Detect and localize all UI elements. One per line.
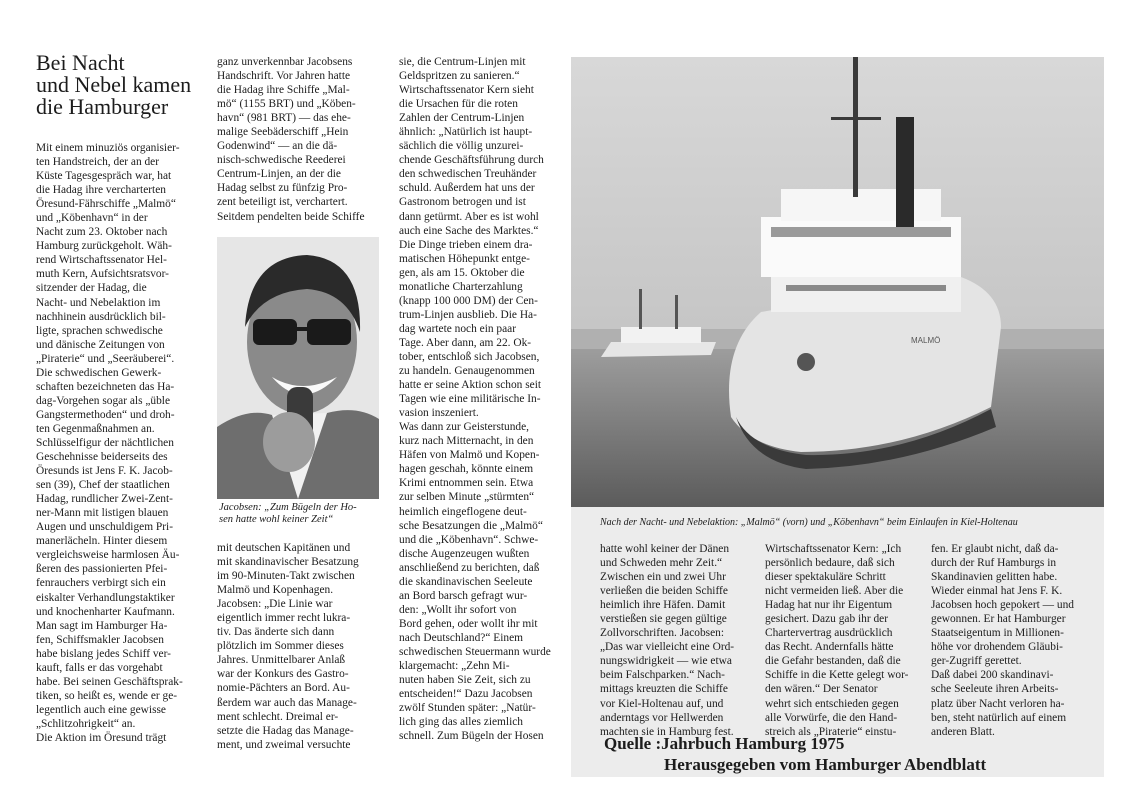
article-column-5: Wirtschaftssenator Kern: „Ich persönlich bedaure, daß sich dieser spektakuläre Schritt nicht vermeiden ließ. Aber die Hadag hat nur ihr Eigentum gesichert. Dazu gab ihr der Chartervertrag ausdrücklich das Recht. Andernfalls hätte die Gefahr bestanden, daß die Schiffe in die Kette gelegt wor- den wären.“ Der Senator wehrt sich entschieden gegen alle Vorwürfe, die den Hand- streich als „Piraterie“ einstu- [765, 543, 909, 738]
article-column-2-top: ganz unverkennbar Jacobsens Handschrift. Vor Jahren hatte die Hadag ihre Schiffe „Mal- mö“ (1155 BRT) und „Köben- havn“ (981 BRT) — das ehe- malige Seebäderschiff „Hein Godenwind“ — an die dä- nisch-schwedische Reederei Centrum-Linjen, an der die Hadag selbst zu fünfzig Pro- zent beteiligt ist, verchartert. Seitdem pendelten beide Schiffe [217, 56, 365, 223]
article-headline: Bei Nacht und Nebel kamen die Hamburger [36, 50, 192, 119]
ferry-ships-photo [571, 57, 1104, 510]
ship-photo-caption: Nach der Nacht- und Nebelaktion: „Malmö“ (vorn) und „Köbenhavn“ beim Einlaufen in Kiel-Holtenau [600, 517, 1018, 528]
article-column-1: Mit einem minuziös organisier- ten Handstreich, der an der Küste Tagesgespräch war, hat die Hadag ihre vercharterten Öresund-Fährschiffe „Malmö“ und „Köbenhavn“ in der Nacht zum 23. Oktober nach Hamburg zurückgeholt. Wäh- rend Wirtschaftssenator Hel- muth Kern, Aufsichtsratsvor- sitzender der Hadag, die Nacht- und Nebelaktion im nachhinein ausdrücklich bil- ligte, sprachen schwedische und dänische Zeitungen von „Piraterie“ und „Seeräuberei“. Die schwedischen Gewerk- schaften bezeichneten das Ha- dag-Vorgehen sogar als „üble Gangstermethoden“ und droh- ten Gegenmaßnahmen an. Schlüsselfigur der nächtlichen Geschehnisse beiderseits des Öresunds ist Jens F. K. Jacob- sen (39), Chef der staatlichen Hadag, rundlicher Zwei-Zent- ner-Mann mit listigen blauen Augen und unschuldigem Pri- manerlächeln. Hinter diesem vergleichsweise harmlosen Äu- ßeren des passionierten Pfei- fenrauchers verbirgt sich ein eiskalter Verhandlungstaktiker und knochenharter Kaufmann. Man sagt im Hamburger Ha- fen, Schiffsmakler Jacobsen habe bislang jedes Schiff ver- kauft, falls er das vorgehabt habe. Bei seinen Geschäftsprak- tiken, so heißt es, wende er ge- legentlich auch eine gewisse „Schlitzohrigkeit“ an. Die Aktion im Öresund trägt [36, 142, 183, 744]
portrait-caption: Jacobsen: „Zum Bügeln der Ho- sen hatte wohl keiner Zeit“ [219, 502, 357, 525]
article-column-2-bottom: mit deutschen Kapitänen und mit skandinavischer Besatzung im 90-Minuten-Takt zwischen Malmö und Kopenhagen. Jacobsen: „Die Linie war eigentlich immer recht lukra- tiv. Das änderte sich dann plötzlich im Sommer dieses Jahres. Unmittelbarer Anlaß war der Konkurs des Gastro- nomie-Pächters an Bord. Au- ßerdem war auch das Manage- ment schlecht. Dreimal er- setzte die Hadag das Manage- ment, und zweimal versuchte [217, 542, 359, 751]
source-line-1: Quelle :Jahrbuch Hamburg 1975 [604, 734, 845, 753]
article-column-6: fen. Er glaubt nicht, daß da- durch der Ruf Hamburgs in Skandinavien gelitten habe. Wieder einmal hat Jens F. K. Jacobsen hoch gepokert — und gewonnen. Er hat Hamburger Staatseigentum in Millionen- höhe vor drohendem Gläubi- ger-Zugriff gerettet. Daß dabei 200 skandinavi- sche Seeleute ihren Arbeits- platz über Nacht verloren ha- ben, steht natürlich auf einem anderen Blatt. [931, 543, 1074, 738]
ship-name-marking: MALMÖ [911, 336, 941, 345]
article-column-4: hatte wohl keiner der Dänen und Schweden mehr Zeit.“ Zwischen ein und zwei Uhr verließen die beiden Schiffe heimlich ihre Häfen. Damit verstießen sie gegen gültige Zollvorschriften. Jacobsen: „Das war vielleicht eine Ord- nungswidrigkeit — wie etwa beim Falschparken.“ Nach- mittags kreuzten die Schiffe vor Kiel-Holtenau auf, und anderntags vor Hellwerden machten sie in Hamburg fest. [600, 543, 735, 738]
jacobsen-portrait-photo [217, 237, 379, 499]
article-column-3: sie, die Centrum-Linjen mit Geldspritzen zu sanieren.“ Wirtschaftssenator Kern sieht die Ursachen für die roten Zahlen der Centrum-Linjen ähnlich: „Natürlich ist haupt- sächlich die völlig unzurei- chende Geschäftsführung durch den schwedischen Treuhänder schuld. Außerdem hat uns der Gastronom betrogen und ist dann getürmt. Aber es ist wohl auch eine Sache des Marktes.“ Die Dinge trieben einem dra- matischen Höhepunkt entge- gen, als am 15. Oktober die monatliche Charterzahlung (knapp 100 000 DM) der Cen- trum-Linjen ausblieb. Die Ha- dag wartete noch ein paar Tage. Aber dann, am 22. Ok- tober, entschloß sich Jacobsen, zu handeln. Genaugenommen hatte er seine Aktion schon seit Tagen wie eine militärische In- vasion inszeniert. Was dann zur Geisterstunde, kurz nach Mitternacht, in den Häfen von Malmö und Kopen- hagen geschah, könnte einem Krimi entnommen sein. Etwa zur selben Minute „stürmten“ heimlich eingeflogene deut- sche Besatzungen die „Malmö“ und die „Köbenhavn“. Schwe- dische Augenzeugen wußten anschließend zu berichten, daß die skandinavischen Seeleute an Bord barsch gefragt wur- den: „Wollt ihr sofort von Bord gehen, oder wollt ihr mit nach Deutschland?“ Einem schwedischen Steuermann wurde klargemacht: „Zehn Mi- nuten haben Sie Zeit, sich zu entscheiden!“ Dazu Jacobsen zwölf Stunden später: „Natür- lich ging das alles ziemlich schnell. Zum Bügeln der Hosen [399, 56, 551, 743]
source-line-2: Herausgegeben vom Hamburger Abendblatt [664, 755, 987, 774]
